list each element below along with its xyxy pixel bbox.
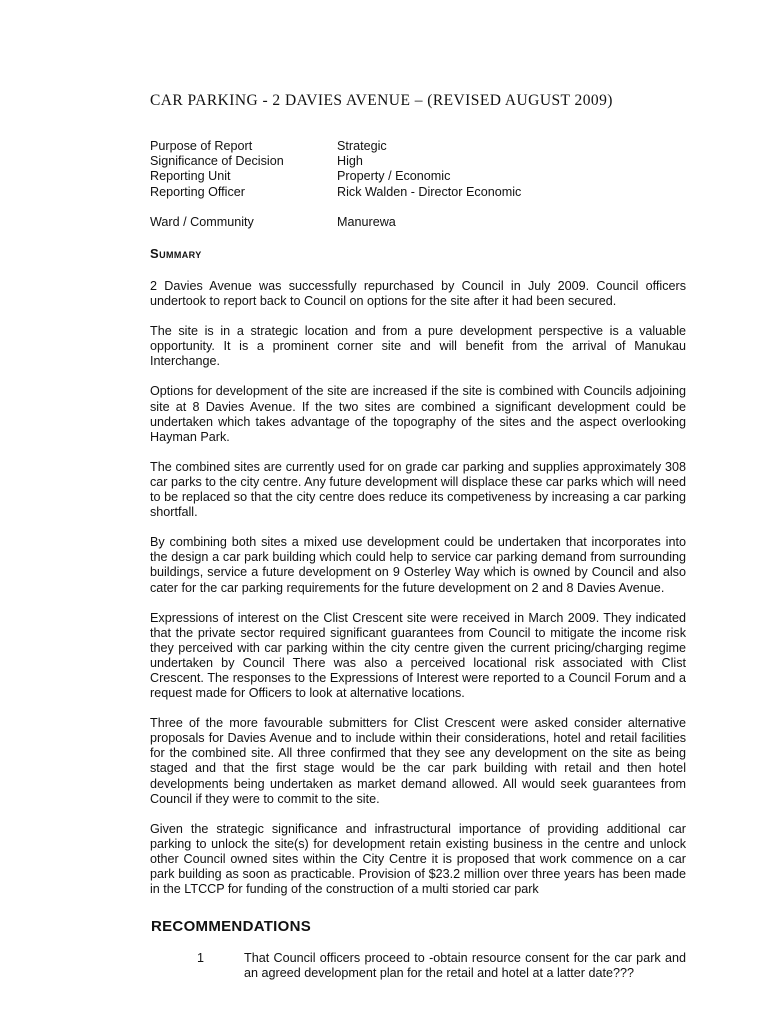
recommendation-text: That Council officers proceed to -obtain resource consent for the car park and an agreed development plan for the retail and hotel at a latter date??? <box>244 951 686 981</box>
summary-body <box>150 279 686 912</box>
paragraph: Options for development of the site are increased if the site is combined with Councils adjoining site at 8 Davies Avenue. If the two sites are combined a significant development could be undertaken which takes advantage of the topography of the sites and the aspect overlooking Hayman Park. <box>150 384 686 444</box>
meta-label: Reporting Officer <box>150 184 245 199</box>
meta-value: Rick Walden - Director Economic <box>337 184 522 199</box>
meta-row-reporting-officer <box>150 185 521 200</box>
recommendation-number: 1 <box>197 951 205 965</box>
meta-label: Significance of Decision <box>150 154 284 169</box>
meta-row-significance <box>150 154 521 169</box>
meta-value: Strategic <box>337 139 387 153</box>
meta-spacer <box>150 200 521 215</box>
report-metadata <box>150 139 521 230</box>
recommendation-item <box>150 951 686 981</box>
summary-heading: Summary <box>150 246 202 261</box>
paragraph: The site is in a strategic location and from a pure development perspective is a valuable opportunity. It is a prominent corner site and will benefit from the arrival of Manukau Interchange. <box>150 324 686 369</box>
meta-value: Property / Economic <box>337 169 451 184</box>
meta-row-ward <box>150 215 521 230</box>
paragraph: 2 Davies Avenue was successfully repurchased by Council in July 2009. Council officers undertook to report back to Council on options for the site after it had been secured. <box>150 279 686 309</box>
paragraph: The combined sites are currently used for on grade car parking and supplies approximately 308 car parks to the city centre. Any future development will displace these car parks which will need to be replaced so that the city centre does reduce its competiveness by increasing a car parking shortfall. <box>150 459 686 520</box>
meta-label: Reporting Unit <box>150 169 231 184</box>
meta-label: Purpose of Report <box>150 139 253 153</box>
paragraph: By combining both sites a mixed use development could be undertaken that incorporates into the design a car park building which could help to service car parking demand from surrounding buildings, service a future development on 9 Osterley Way which is owned by Council and also cater for the car parking requirements for the future development on 2 and 8 Davies Avenue. <box>150 535 686 595</box>
meta-row-purpose <box>150 139 521 154</box>
paragraph: Expressions of interest on the Clist Crescent site were received in March 2009. They indicated that the private sector required significant guarantees from Council to mitigate the income risk they perceived with car parking within the city centre given the current pricing/charging regime undertaken by Council There was also a perceived locational risk associated with Clist Crescent. The responses to the Expressions of Interest were reported to a Council Forum and a request made for Officers to look at alternative locations. <box>150 610 686 701</box>
meta-value: High <box>337 154 363 169</box>
meta-value: Manurewa <box>337 214 396 229</box>
document-title: CAR PARKING - 2 DAVIES AVENUE – (REVISED AUGUST 2009) <box>150 92 613 109</box>
paragraph: Three of the more favourable submitters for Clist Crescent were asked consider alternative proposals for Davies Avenue and to include within their considerations, hotel and retail facilities for the combined site. All three confirmed that they see any development on the site as being staged and that the first stage would be the car park building with retail and then hotel developments being undertaken as market demand allowed. All would seek guarantees from Council if they were to commit to the site. <box>150 716 686 806</box>
meta-row-reporting-unit <box>150 169 521 184</box>
meta-label: Ward / Community <box>150 214 254 229</box>
paragraph: Given the strategic significance and infrastructural importance of providing additional car parking to unlock the site(s) for development retain existing business in the centre and unlock other Council owned sites within the City Centre it is proposed that work commence on a car park building as soon as practicable. Provision of $23.2 million over three years has been made in the LTCCP for funding of the construction of a multi storied car park <box>150 821 686 897</box>
recommendations-heading: RECOMMENDATIONS <box>151 918 312 935</box>
